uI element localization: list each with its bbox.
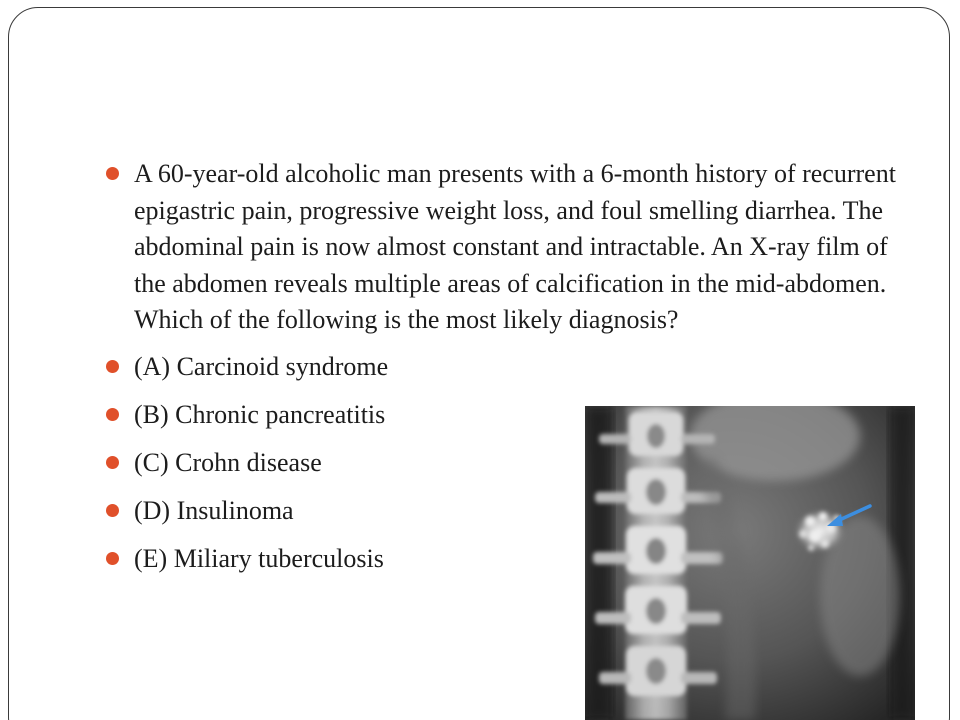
- question-text: A 60-year-old alcoholic man presents with a 6-month history of recurrent epigastric pain, progressive weight loss, and foul smelling diarrhea. The abdominal pain is now almost constant and intractable. An X-ray film of the abdomen reveals multiple areas of calcification in the mid-abdomen. Which of the following is the most likely diagnosis?: [134, 159, 896, 334]
- option-a-text: (A) Carcinoid syndrome: [134, 351, 389, 381]
- bullet-icon: [106, 360, 119, 373]
- question-item: [104, 156, 909, 339]
- bullet-icon: [106, 504, 119, 517]
- bullet-icon: [106, 552, 119, 565]
- xray-graphic: [585, 406, 915, 720]
- option-b-text: (B) Chronic pancreatitis: [134, 399, 386, 429]
- option-c-text: (C) Crohn disease: [134, 447, 322, 477]
- bullet-icon: [106, 456, 119, 469]
- option-d-text: (D) Insulinoma: [134, 495, 294, 525]
- option-e-text: (E) Miliary tuberculosis: [134, 543, 384, 573]
- xray-image: [585, 406, 915, 720]
- option-a: [104, 349, 924, 386]
- bullet-icon: [106, 408, 119, 421]
- bullet-icon: [106, 167, 119, 180]
